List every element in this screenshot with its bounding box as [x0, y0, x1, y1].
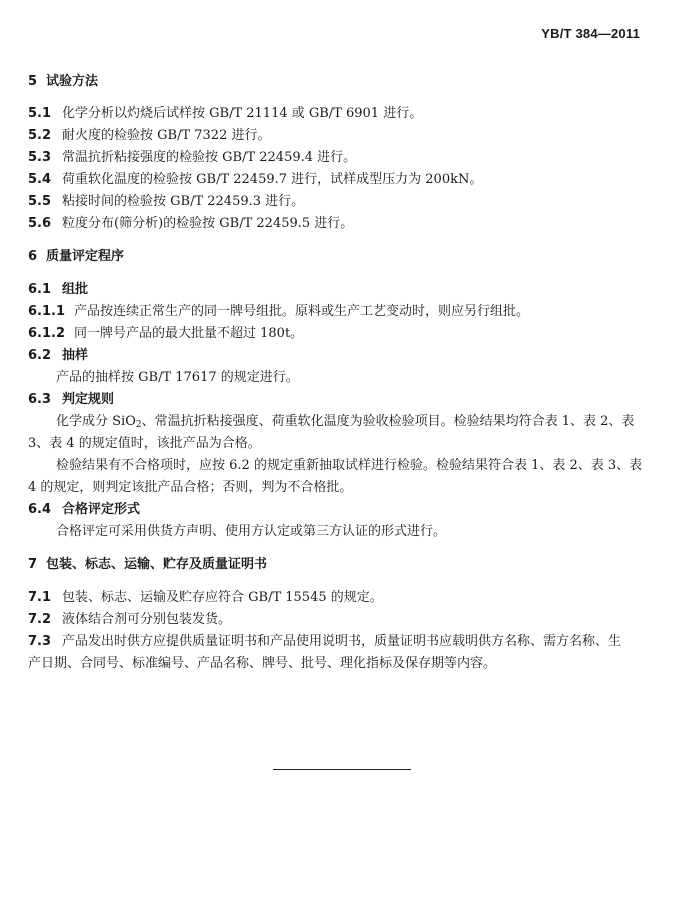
document-id-header: YB/T 384—2011: [541, 26, 640, 41]
section-title: 包装、标志、运输、贮存及质量证明书: [46, 557, 268, 572]
clause-text: 化学分析以灼烧后试样按 GB/T 21114 或 GB/T 6901 进行。: [62, 106, 423, 121]
clause-5-2: [28, 127, 658, 145]
clause-number: 5.1: [28, 106, 52, 121]
clause-number: 6.1: [28, 282, 52, 297]
clause-6-4-text: 合格评定可采用供货方声明、使用方认定或第三方认证的形式进行。: [56, 524, 447, 539]
clause-6-2-text: 产品的抽样按 GB/T 17617 的规定进行。: [56, 370, 299, 385]
clause-number: 6.1.1: [28, 304, 66, 319]
clause-title: 抽样: [62, 348, 89, 363]
para-text: 、常温抗折粘接强度、荷重软化温度为验收检验项目。检验结果均符合表 1、表 2、表: [141, 414, 635, 429]
clause-text: 粒度分布(筛分析)的检验按 GB/T 22459.5 进行。: [62, 216, 354, 231]
clause-5-5: [28, 193, 658, 211]
clause-number: 6.1.2: [28, 326, 66, 341]
clause-text: 荷重软化温度的检验按 GB/T 22459.7 进行，试样成型压力为 200kN。: [62, 172, 483, 187]
clause-6-1-heading: [28, 281, 658, 299]
clause-5-4: [28, 171, 658, 189]
clause-text: 包装、标志、运输及贮存应符合 GB/T 15545 的规定。: [62, 590, 383, 605]
clause-title: 判定规则: [62, 392, 115, 407]
clause-6-1-1: [28, 303, 658, 321]
clause-6-1-2: [28, 325, 658, 343]
clause-6-4-heading: [28, 501, 658, 519]
section-7-heading: [28, 556, 658, 574]
clause-number: 5.6: [28, 216, 52, 231]
clause-6-3-heading: [28, 391, 658, 409]
clause-number: 6.3: [28, 392, 52, 407]
clause-5-3: [28, 149, 658, 167]
clause-number: 5.4: [28, 172, 52, 187]
clause-title: 合格评定形式: [62, 502, 141, 517]
clause-6-3-para2: 检验结果有不合格项时，应按 6.2 的规定重新抽取试样进行检验。检验结果符合表 1、表 2、表 3、表: [56, 458, 643, 473]
section-number: 5: [28, 74, 38, 89]
clause-number: 5.5: [28, 194, 52, 209]
clause-text: 产品发出时供方应提供质量证明书和产品使用说明书，质量证明书应载明供方名称、需方名称、生: [62, 634, 622, 649]
section-6-heading: [28, 248, 658, 266]
clause-7-3: [28, 633, 658, 651]
section-5-heading: [28, 73, 658, 91]
clause-number: 7.1: [28, 590, 52, 605]
section-number: 6: [28, 249, 38, 264]
para-text: 化学成分 SiO: [56, 414, 136, 429]
clause-5-1: [28, 105, 658, 123]
clause-text: 液体结合剂可分别包装发货。: [62, 612, 232, 627]
end-rule: [273, 769, 411, 770]
clause-text: 同一牌号产品的最大批量不超过 180t。: [74, 326, 304, 341]
clause-number: 5.3: [28, 150, 52, 165]
clause-text: 常温抗折粘接强度的检验按 GB/T 22459.4 进行。: [62, 150, 357, 165]
clause-number: 7.2: [28, 612, 52, 627]
clause-7-1: [28, 589, 658, 607]
clause-6-3-para1: [56, 413, 656, 434]
subscript: 2: [135, 420, 142, 430]
section-title: 试验方法: [46, 74, 99, 89]
clause-7-3-cont: 产日期、合同号、标准编号、产品名称、牌号、批号、理化指标及保存期等内容。: [28, 656, 497, 671]
clause-6-2-heading: [28, 347, 658, 365]
section-title: 质量评定程序: [46, 249, 125, 264]
section-number: 7: [28, 557, 38, 572]
clause-number: 6.4: [28, 502, 52, 517]
clause-number: 6.2: [28, 348, 52, 363]
clause-6-3-para1-cont: 3、表 4 的规定值时，该批产品为合格。: [28, 436, 261, 451]
clause-7-2: [28, 611, 658, 629]
clause-text: 耐火度的检验按 GB/T 7322 进行。: [62, 128, 271, 143]
clause-text: 产品按连续正常生产的同一牌号组批。原料或生产工艺变动时，则应另行组批。: [74, 304, 530, 319]
clause-6-3-para2-cont: 4 的规定，则判定该批产品合格；否则，判为不合格批。: [28, 480, 353, 495]
clause-number: 7.3: [28, 634, 52, 649]
clause-number: 5.2: [28, 128, 52, 143]
clause-5-6: [28, 215, 658, 233]
clause-text: 粘接时间的检验按 GB/T 22459.3 进行。: [62, 194, 305, 209]
clause-title: 组批: [62, 282, 89, 297]
